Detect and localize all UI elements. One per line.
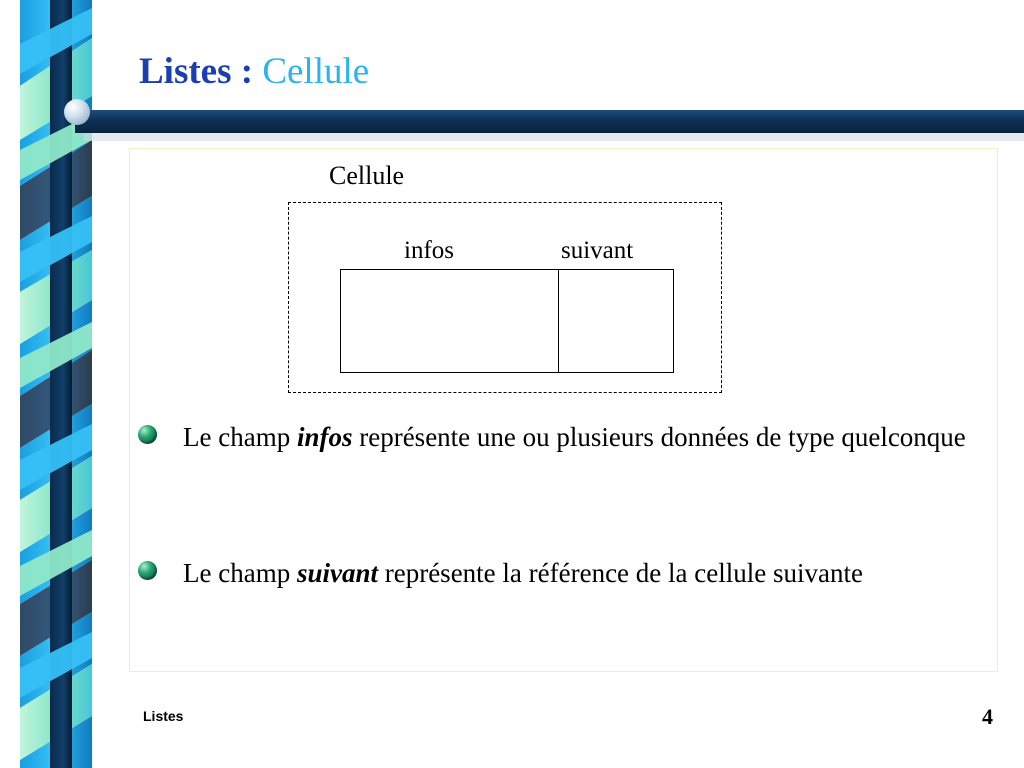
bullet-2-emphasis: suivant — [296, 558, 378, 588]
cellule-suivant-box — [559, 270, 673, 372]
bullet-2-prefix: Le champ — [183, 558, 297, 588]
bullet-sphere-icon — [138, 561, 157, 580]
bullet-text-2 — [183, 551, 998, 596]
bullet-text-1 — [183, 415, 998, 460]
slide-page-number: 4 — [982, 704, 993, 729]
bullet-item-2 — [138, 551, 998, 596]
page-title-primary: Listes : — [139, 51, 254, 92]
cellule-table — [340, 269, 674, 373]
field-label-suivant: suivant — [561, 237, 634, 264]
page-title-secondary: Cellule — [253, 51, 370, 92]
bullet-sphere-icon — [138, 425, 157, 444]
bullet-1-prefix: Le champ — [183, 422, 297, 452]
bullet-item-1 — [138, 415, 998, 460]
footer-label: Listes — [143, 708, 184, 724]
title-divider-bar — [75, 110, 1024, 133]
title-bar-shadow — [84, 133, 1024, 141]
bullet-1-suffix: représente une ou plusieurs données de type quelconque — [352, 422, 966, 452]
bar-knob-icon — [64, 99, 90, 125]
diagram-caption: Cellule — [329, 161, 405, 190]
field-label-infos: infos — [404, 237, 454, 264]
page-title — [139, 50, 369, 93]
bullet-2-suffix: représente la référence de la cellule suivante — [377, 558, 863, 588]
cellule-infos-box — [341, 270, 559, 372]
bullet-1-emphasis: infos — [296, 422, 353, 452]
